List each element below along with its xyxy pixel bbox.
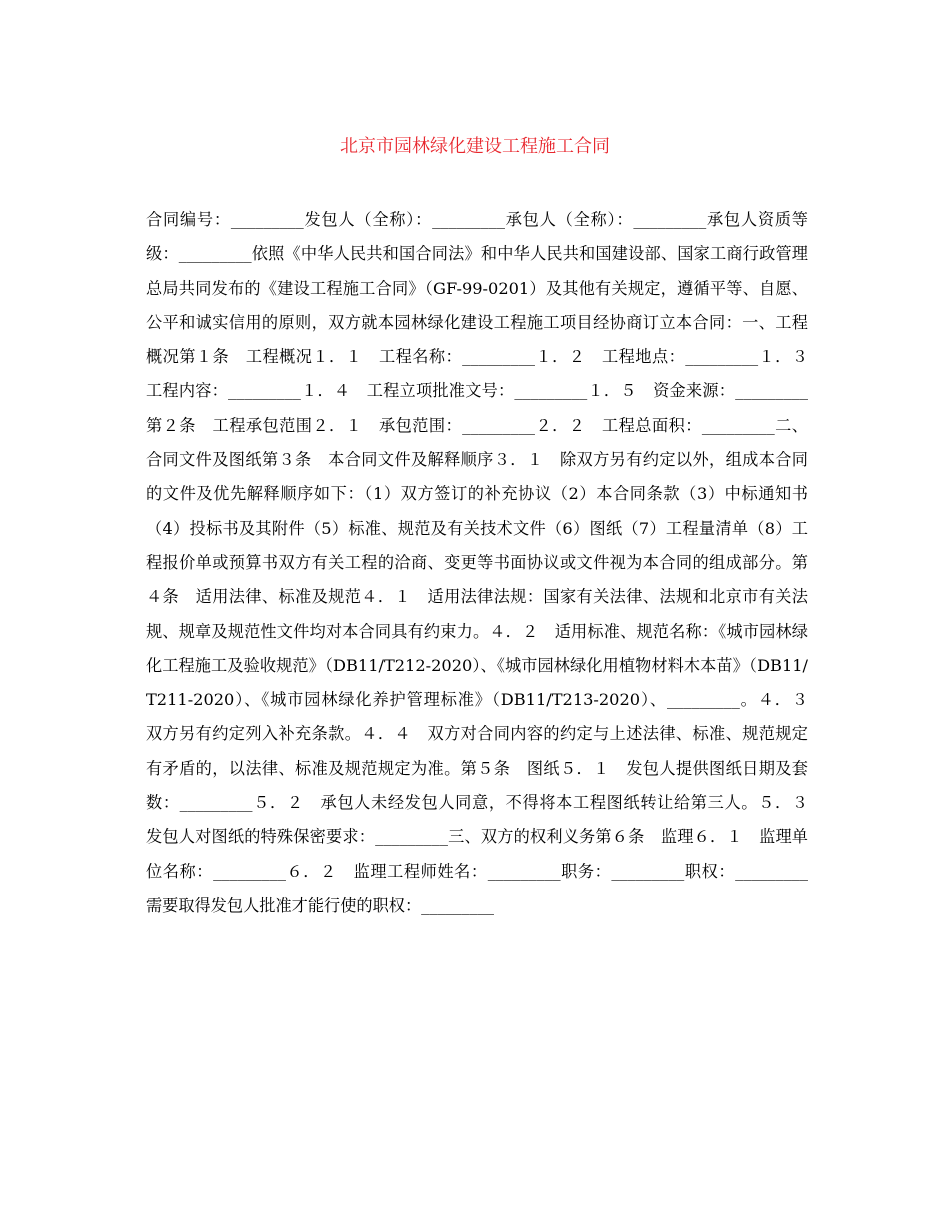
document-title: 北京市园林绿化建设工程施工合同 (340, 136, 610, 157)
contract-body-text: 合同编号：_________发包人（全称）：_________承包人（全称）：_________承包人资质等级：_________依照《中华人民共和国合同法》和中华人民共和国建设部、国家工商行政管理总局共同发布的《建设工程施工合同》（GF-99-0201）及其他有关规定，遵循平等、自愿、公平和诚实信用的原则，双方就本园林绿化建设工程施工项目经协商订立本合同：一、工程概况第１条 工程概况１．１ 工程名称：_________１．２ 工程地点：_________１．３ 工程内容：_________１．４ 工程立项批准文号：_________１．５ 资金来源：_________第２条 工程承包范围２．１ 承包范围：_________２．２ 工程总面积：_________二、合同文件及图纸第３条 本合同文件及解释顺序３．１ 除双方另有约定以外，组成本合同的文件及优先解释顺序如下：（1）双方签订的补充协议（2）本合同条款（3）中标通知书（4）投标书及其附件（5）标准、规范及有关技术文件（6）图纸（7）工程量清单（8）工程报价单或预算书双方有关工程的洽商、变更等书面协议或文件视为本合同的组成部分。第４条 适用法律、标准及规范４．１ 适用法律法规：国家有关法律、法规和北京市有关法规、规章及规范性文件均对本合同具有约束力。４．２ 适用标准、规范名称：《城市园林绿化工程施工及验收规范》（DB11/T212-2020）、《城市园林绿化用植物材料木本苗》（DB11/T211-2020）、《城市园林绿化养护管理标准》（DB11/T213-2020）、_________。４．３ 双方另有约定列入补充条款。４．４ 双方对合同内容的约定与上述法律、标准、规范规定有矛盾的，以法律、标准及规范规定为准。第５条 图纸５．１ 发包人提供图纸日期及套数：_________５．２ 承包人未经发包人同意，不得将本工程图纸转让给第三人。５．３ 发包人对图纸的特殊保密要求：_________三、双方的权利义务第６条 监理６．１ 监理单位名称：_________６．２ 监理工程师姓名：_________职务：_________职权：_________需要取得发包人批准才能行使的职权：_________ (146, 210, 825, 915)
